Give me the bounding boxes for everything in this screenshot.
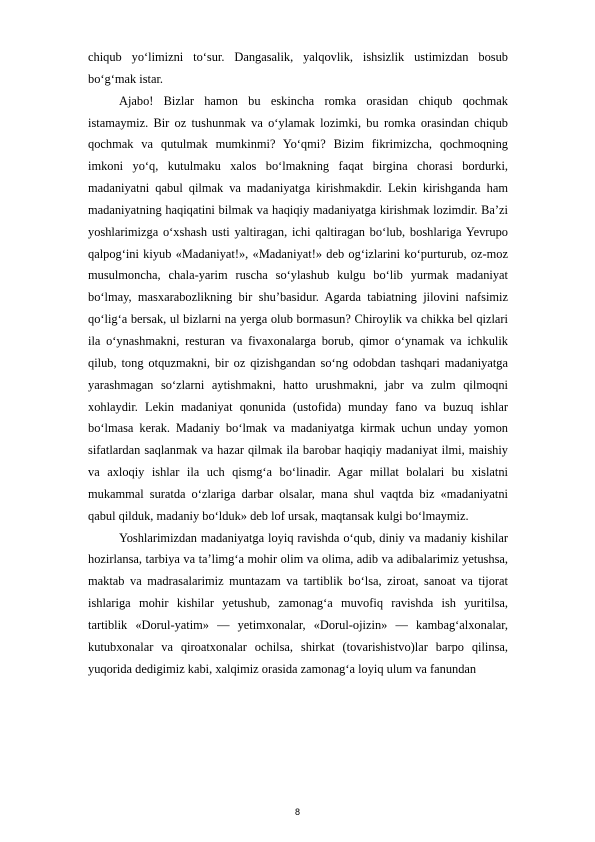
paragraph-3: Yoshlarimizdan madaniyatga loyiq ravishda o‘qub, diniy va madaniy kishilar hozirlansa, tarbiya va ta’limg‘a mohir olim va olima, adib va adibalarimiz yetushsa, maktab va madrasalarimiz muntazam va tartiblik bo‘lsa, ziroat, sanoat va tijorat ishlariga mohir kishilar yetushub, zamonag‘a muvofiq ravishda ish yuritilsa, tartiblik «Dorul-yatim» — yetimxonalar, «Dorul-ojizin» — kambag‘alxonalar, kutubxonalar va qiroatxonalar ochilsa, shirkat (tovarishistvo)lar barpo qilinsa, yuqorida dedigimiz kabi, xalqimiz orasida zamonag‘a loyiq ulum va fanundan — [88, 530, 508, 676]
paragraph-1: chiqub yo‘limizni to‘sur. Dangasalik, yalqovlik, ishsizlik ustimizdan bosub bo‘g‘mak istar. — [88, 50, 508, 86]
page-number: 8 — [294, 807, 300, 817]
paragraph-2: Ajabo! Bizlar hamon bu eskincha romka orasidan chiqub qochmak istamaymiz. Bir oz tushunmak va o‘ylamak lozimki, bu romka orasindan chiqub qochmak va qutulmak mumkinmi? Yo‘qmi? Bizim fikrimizcha, qochmoqning imkoni yo‘q, kutulmaku xalos bo‘lmakning faqat birgina chorasi bordurki, madaniyatni qabul qilmak va madaniyatga kirishmakdir. Lekin kirishganda ham madaniyatning haqiqatini bilmak va haqiqiy madaniyatga kirishmak lozimdir. Ba’zi yoshlarimizga o‘xshash usti yaltiragan, ichi qaltiragan bo‘lub, boshlariga Yevrupo qalpog‘ini kiyub «Madaniyat!», «Madaniyat!» deb og‘izlarini ko‘purturub, oz-moz musulmoncha, chala-yarim ruscha so‘ylashub kulgu bo‘lib yurmak madaniyat bo‘lmay, masxarabozlikning bir shu’basidur. Agarda tabiatning jilovini nafsimiz qo‘lig‘a bersak, ul bizlarni na yerga olub bormasun? Chiroylik va chikka bel qizlari ila o‘ynashmakni, resturan va fivaxonalarga borub, qimor o‘ynamak va ichkulik qilub, tong otquzmakni, bir oz qizishgandan so‘ng odobdan tashqari madaniyatga yarashmagan so‘zlarni aytishmakni, hatto urushmakni, jabr va zulm qilmoqni xohlaydir. Lekin madaniyat qonunida (ustofida) munday fano va buzuq ishlar bo‘lmasa kerak. Madaniy bo‘lmak va madaniyatga kirmak uchun unday yomon sifatlardan saqlanmak va hazar qilmak ila barobar haqiqiy madaniyat ilmi, maishiy va axloqiy ishlar ila uch qismg‘a bo‘linadir. Agar millat bolalari bu xislatni mukammal suratda o‘zlariga darbar olsalar, mana shul vaqtda biz «madaniyatni qabul qilduk, madaniy bo‘lduk» deb lof ursak, maqtansak kulgi bo‘lmaymiz. — [88, 93, 508, 523]
body-text — [88, 47, 508, 680]
